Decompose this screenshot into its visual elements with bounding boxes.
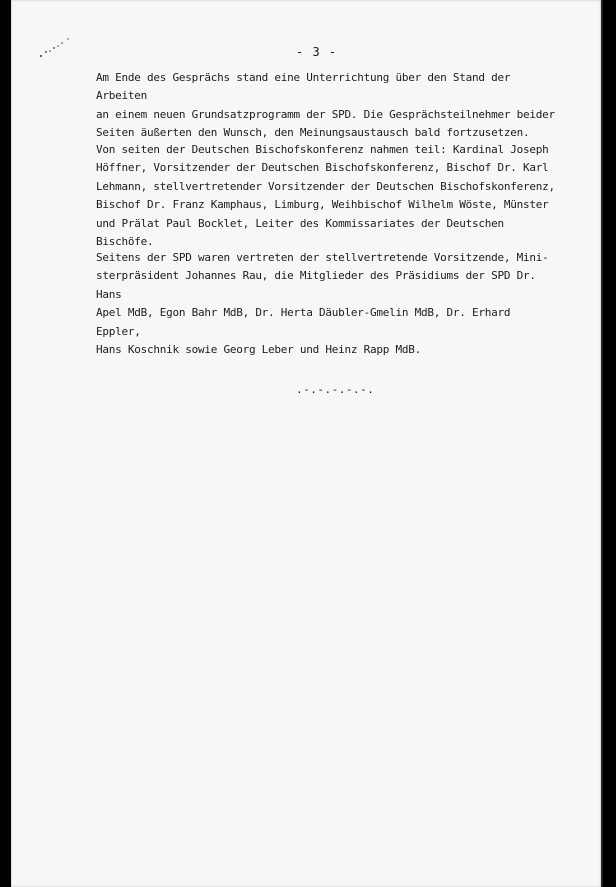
paragraph-spd-participants: Seitens der SPD waren vertreten der stellvertretende Vorsitzende, Mini- sterpräsident Johannes Rau, die Mitglieder des Präsidiums der SPD Dr. Hans Apel MdB, Egon Bahr MdB, Dr. Herta Däubler-Gmelin MdB, Dr. Erhard Eppler, Hans Koschnik sowie Georg Leber und Heinz Rapp MdB. (96, 251, 549, 357)
scan-speck-marks (37, 34, 73, 62)
page-number: - 3 - (296, 45, 338, 59)
paragraph-discussion-summary: Am Ende des Gesprächs stand eine Unterrichtung über den Stand der Arbeiten an einem neuen Grundsatzprogramm der SPD. Die Gesprächsteilnehmer beider Seiten äußerten den Wunsch, den Meinungsaustausch bald fortzusetzen. (96, 71, 555, 140)
end-mark: .-.-.-.-.-. (296, 383, 375, 396)
document-page (11, 0, 603, 887)
paragraph-bishops-conference-participants: Von seiten der Deutschen Bischofskonferenz nahmen teil: Kardinal Joseph Höffner, Vorsitzender der Deutschen Bischofskonferenz, Bischof Dr. Karl Lehmann, stellvertretender Vorsitzender der Deutschen Bischofskonferenz, Bischof Dr. Franz Kamphaus, Limburg, Weihbischof Wilhelm Wöste, Münster und Prälat Paul Bocklet, Leiter des Kommissariates der Deutschen Bischöfe. (96, 143, 555, 249)
